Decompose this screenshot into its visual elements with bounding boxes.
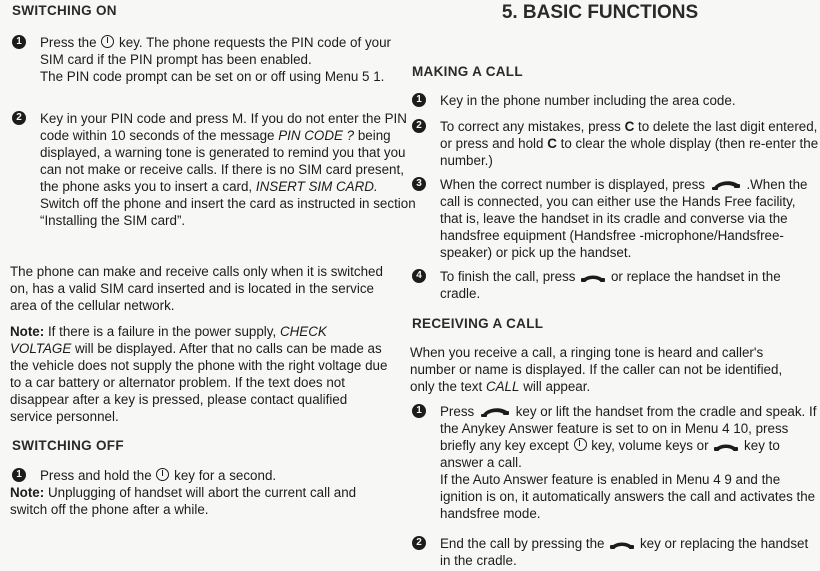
step-number-badge: 1: [12, 35, 26, 49]
heading-switching-off: SWITCHING OFF: [12, 438, 124, 453]
making-call-step-2: 2 To correct any mistakes, press C to delete the last digit entered, or press and hold C to clear the whole display (then re-enter the number.): [410, 118, 820, 169]
switching-on-step-1: 1 Press the key. The phone requests the PIN code of your SIM card if the PIN prompt has been enabled. The PIN code prompt can be set on or off using Menu 5 1.: [10, 34, 418, 85]
step-number-badge: 1: [12, 468, 26, 482]
step-number-badge: 4: [412, 269, 426, 283]
step-number-badge: 2: [412, 536, 426, 550]
end-key-handset-icon: [714, 442, 738, 452]
send-key-handset-icon: [711, 179, 741, 191]
receiving-call-intro: When you receive a call, a ringing tone is heard and caller's number or name is displayed. If the caller can not be identified, only the text CALL will appear.: [410, 345, 783, 394]
heading-making-a-call: MAKING A CALL: [412, 64, 523, 79]
chapter-title: 5. BASIC FUNCTIONS: [501, 2, 699, 23]
end-key-handset-icon: [610, 540, 634, 550]
voltage-note: Note: If there is a failure in the power supply, CHECK VOLTAGE will be displayed. After that no calls can be made as the vehicle does not supply the phone with the right voltage due to a car battery or alternator problem. If the text does not disappear after a key is pressed, please contact qualified service personnel.: [10, 324, 388, 424]
switching-off-step-1: 1 Press and hold the key for a second.: [10, 467, 418, 484]
send-key-handset-icon: [480, 406, 510, 418]
unplugging-note: Note: Unplugging of handset will abort the current call and switch off the phone after a while.: [10, 485, 357, 517]
power-key-icon: [574, 438, 587, 451]
receiving-call-step-1: 1 Press key or lift the handset from the cradle and speak. If the Anykey Answer feature is set to on in Menu 4 10, press briefly any key except key, volume keys or key to answer a call. If the Auto Answer feature is enabled in Menu 4 9 and the ignition is on, it automatically answers the call and activates the handsfree mode.: [410, 403, 820, 522]
making-call-step-3: 3 When the correct number is displayed, press .When the call is connected, you can either use the Hands Free facility, that is, leave the handset in its cradle and converse via the handsfree equipment (Handsfree -microphone/Handsfree-speaker) or pick up the handset.: [410, 176, 820, 261]
power-key-icon: [156, 468, 169, 481]
c-key-label: C: [547, 136, 557, 151]
power-requirements-paragraph: The phone can make and receive calls only when it is switched on, has a valid SIM card inserted and is located in the service area of the cellular network.: [10, 264, 383, 313]
step-number-badge: 1: [412, 93, 426, 107]
making-call-step-1: 1 Key in the phone number including the area code.: [410, 92, 820, 109]
step-number-badge: 1: [412, 404, 426, 418]
heading-switching-on: SWITCHING ON: [12, 3, 117, 18]
switching-on-step-2: 2 Key in your PIN code and press M. If you do not enter the PIN code within 10 seconds of the message PIN CODE ? being displayed, a warning tone is generated to remind you that you can not make or receive calls. If there is no SIM card present, the phone asks you to insert a card, INSERT SIM CARD. Switch off the phone and insert the card as instructed in section “Installing the SIM card”.: [10, 110, 418, 229]
end-key-handset-icon: [581, 273, 605, 283]
making-call-step-4: 4 To finish the call, press or replace the handset in the cradle.: [410, 268, 820, 302]
heading-receiving-a-call: RECEIVING A CALL: [412, 316, 544, 331]
step-number-badge: 2: [12, 111, 26, 125]
c-key-label: C: [624, 119, 635, 134]
power-key-icon: [101, 35, 114, 48]
receiving-call-step-2: 2 End the call by pressing the key or replacing the handset in the cradle.: [410, 535, 820, 569]
step-number-badge: 2: [412, 119, 426, 133]
step-number-badge: 3: [412, 177, 426, 191]
